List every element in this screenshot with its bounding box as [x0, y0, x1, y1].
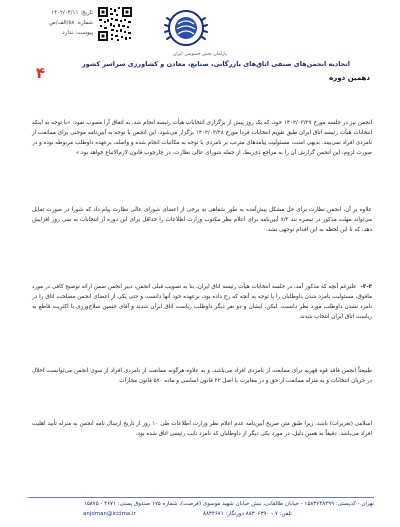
footer-phones: تلفن: ۷ - ۸۸۳۰۶۳۹۰ دورنگار: ۸۸۳۴۶۷۱: [203, 511, 292, 517]
number-field: شماره: ۸۸/الف/ص: [49, 20, 93, 26]
document-number: ۴: [36, 64, 46, 82]
footer-email-link[interactable]: anjoman@iccima.ir: [83, 511, 136, 517]
footer-address: تهران - کدپستی: ۱۵۸۳۶۳۸۴۹۹ - خیابان طالقانی، نبش خیابان شهید موسوی (فرصت)، شماره ۱۷۵ صندوق پستی: ۴۶۷۱ - ۱۵۸۷۵: [83, 501, 374, 507]
letter-meta: [13, 8, 93, 38]
section-number: ۲-۳-: [360, 284, 372, 290]
org-subtitle: پارلمان بخش خصوصی ایران: [173, 52, 227, 57]
paragraph-4: طبیعتاً انجمن فاقد قوه قهریه برای ممانعت از نامزدی افراد می‌باشد، و به علاوه هرگونه ممانعت از نامزدی افراد از سوی انجمن می‌توانست اخلال در جریان انتخابات و به منزله ممانعت از حق و در مغایرت با اصل ۲۲ قانون اساسی و ماده ۵۷۰ قانون مجازات: [32, 368, 372, 384]
attachment-field: پیوست: ندارد: [62, 30, 93, 36]
date-field: تاریخ: ۱۴۰۲/۰۴/۱۱: [51, 10, 93, 16]
chamber-logo-icon: [163, 8, 209, 48]
paragraph-3: [32, 282, 372, 322]
term-label: دهمین دوره: [329, 74, 370, 82]
paragraph-1: انجمن نیز در جلسه مورخ ۱۴۰۲/۰۳/۲۷ خود، که یک روز پیش از برگزاری انتخابات هیأت رئیسه انجام شد، به اتفاق آرا مصوب نمود: «با توجه به اینکه انتخابات هیأت رئیسه اتاق ایران طبق تقویم انتخابات فردا مورخ ۱۴۰۲/۰۳/۲۸ برگزار می‌شود، این انجمن با توجه به آیین‌نامه موجبی برای ممانعت از نامزدی افراد نمی‌بیند. بدیهی است، مسئولیت پیامدهای مترتب بر نامزدی با توجه به مکاتبات انجام شده و واصله، برعهده داوطلب مربوطه بوده و در صورت لزوم، این انجمن گزارش آن را به مراجع ذی‌ربط، از جمله شورای عالی نظارت، در چارچوب قانون لازم‌الاتباع خواهد بود.»: [32, 120, 373, 156]
paragraph-3-text: علیرغم آنچه که مذکور آمد، در جلسه انتخابات هیأت رئیسه اتاق ایران، بنا به تصویب قبلی انجمن، دبیر انجمن ضمن ارائه توضیح کافی در مورد مافوق، مسئولیت نامزد شدن داوطلبان را با توجه به آنچه که رخ داده بود، برعهده خود آنها دانست و حتی یکی از اعضای انجمن مصلحت اتاق را در نامزد نشدن داوطلب مورد نظر دانست. لیکن، ایشان و دو نفر دیگر داوطلب ریاست اتاق ایران شدند و آقای حسین سلاح‌ورزی با اکثریت قاطع به ریاست اتاق ایران انتخاب شدند.: [32, 284, 372, 320]
footer-divider: [28, 497, 374, 498]
qr-code-icon: [97, 6, 133, 42]
paragraph-2: علاوه بر آن، انجمن نظارت برای حل مشکل پیش‌آمده به طور شفاهی به برخی از اعضای شورای عالی نظارت پیام داد که شورا در صورت تمایل می‌تواند مهلت مذکور در تبصره بند ۷/۲ آیین‌نامه برای اعلام نظر مکتوب وزارت اطلاعات را حداقل برای این دوره از انتخابات به سی روز افزایش دهد، که تا این لحظه به این اقدام توجهی نشد.: [32, 207, 372, 233]
paragraph-5: اسلامی (تعزیرات) باشد، زیرا طبق متن صریح آیین‌نامه عدم اعلام نظر وزارت اطلاعات طی ۱۰ روز از تاریخ ارسال نامه انجمن به منزله تأیید اهلیت افراد می‌باشد. دقیقاً به همین دلیل، در مورد یکی دیگر از داوطلبان که نامزد نایب رئیسی اتاق شده بود،: [32, 421, 372, 437]
org-name: اتحادیه انجمن‌های صنفی اتاق‌های بازرگانی، صنایع، معادن و کشاورزی سراسر کشور: [81, 60, 350, 68]
